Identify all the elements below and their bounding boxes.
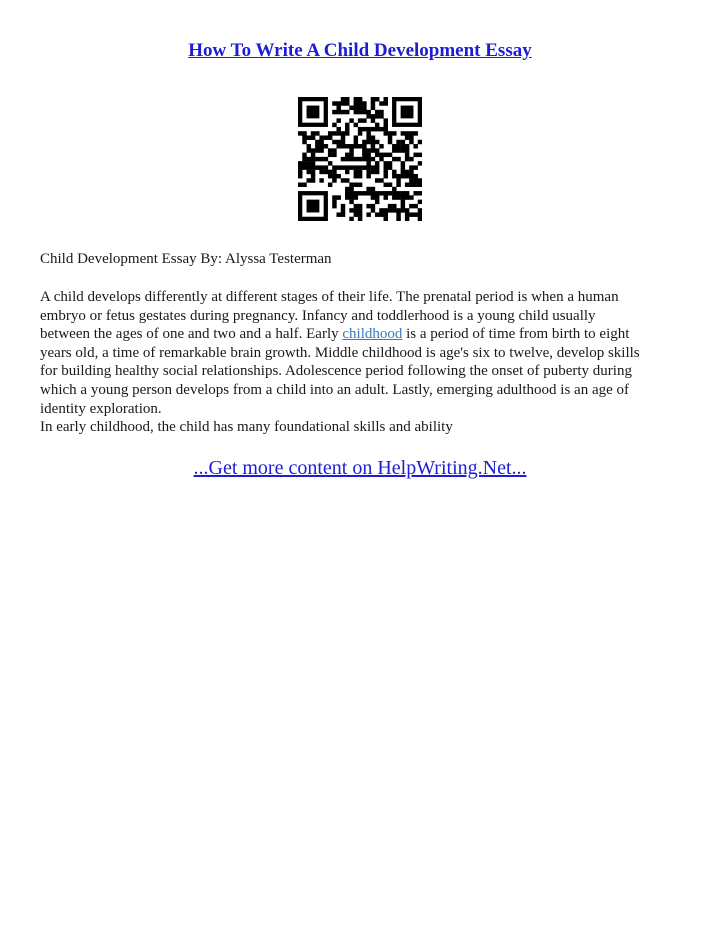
page-title-link[interactable]: How To Write A Child Development Essay	[188, 40, 532, 61]
text-line-with-link	[40, 325, 690, 344]
essay-excerpt	[40, 288, 690, 437]
text-line: embryo or fetus gestates during pregnancy. Infancy and toddlerhood is a young child usually	[40, 307, 596, 324]
text-line: years old, a time of remarkable brain growth. Middle childhood is age's six to twelve, develop skills	[40, 344, 640, 361]
text-line: identity exploration.	[40, 400, 162, 417]
get-more-content-link[interactable]: ...Get more content on HelpWriting.Net...	[193, 457, 527, 479]
text-segment: between the ages of one and two and a half. Early	[40, 326, 343, 343]
text-line: which a young person develops from a child into an adult. Lastly, emerging adulthood is an age of	[40, 381, 630, 398]
text-line: for building healthy social relationships. Adolescence period following the onset of puberty during	[40, 363, 632, 380]
text-segment: is a period of time from birth to eight	[402, 326, 630, 343]
qr-code-icon	[298, 97, 422, 221]
childhood-link[interactable]: childhood	[342, 326, 403, 343]
text-line: In early childhood, the child has many foundational skills and ability	[40, 419, 453, 436]
byline: Child Development Essay By: Alyssa Testerman	[40, 251, 332, 267]
text-line: A child develops differently at different stages of their life. The prenatal period is when a human	[40, 289, 619, 305]
